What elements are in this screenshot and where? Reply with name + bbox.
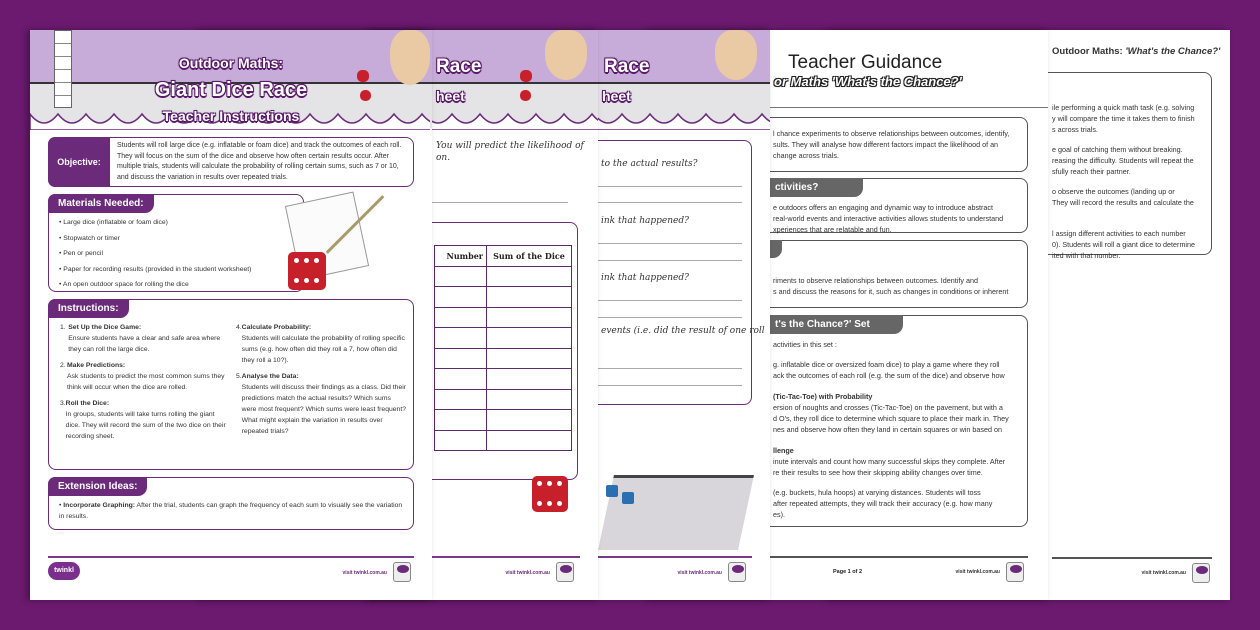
dice-icon	[606, 485, 618, 497]
answer-line[interactable]	[598, 300, 742, 301]
table-header: Sum of the Dice	[487, 246, 572, 267]
award-badge-icon	[393, 562, 411, 582]
instructions-tab: Instructions:	[48, 299, 129, 318]
page3-subtitle: heet	[602, 88, 631, 104]
page4-box3-text: riments to observe relationships between outcomes. Identify and s and discuss the reasons for it, such as changes in conditions or inherent	[773, 276, 1009, 296]
materials-tab: Materials Needed:	[48, 194, 154, 213]
table-cell[interactable]	[435, 287, 487, 308]
page1-subtitle: Teacher Instructions	[162, 108, 300, 124]
page4-box1-text: l chance experiments to observe relationships between outcomes, identify, sults. They will analyse how different factors impact the likelihood of an change across trials.	[773, 129, 1010, 160]
extension-tab: Extension Ideas:	[48, 477, 147, 496]
table-cell[interactable]	[487, 369, 572, 390]
table-cell[interactable]	[487, 266, 572, 287]
table-cell[interactable]	[435, 348, 487, 369]
table-cell[interactable]	[435, 410, 487, 431]
table-cell[interactable]	[487, 328, 572, 349]
table-cell[interactable]	[435, 430, 487, 451]
award-badge-icon	[556, 562, 574, 582]
dice-icon	[532, 476, 568, 512]
question: ink that happened?	[601, 273, 689, 283]
table-cell[interactable]	[435, 328, 487, 349]
visit-link[interactable]: visit twinkl.com.au	[955, 569, 1000, 575]
page4-subtitle: or Maths 'What's the Chance?'	[774, 74, 962, 89]
dice-icon	[520, 70, 532, 82]
award-badge-icon	[1006, 562, 1024, 582]
dice-icon	[622, 492, 634, 504]
table-cell[interactable]	[435, 307, 487, 328]
materials-list: • Large dice (inflatable or foam dice) • Stopwatch or timer • Pen or pencil • Paper for recording results (provided in the student worksheet) • An open outdoor space for rolling the dice	[59, 219, 252, 288]
page2-subtitle: heet	[436, 88, 465, 104]
dice-icon	[520, 90, 531, 101]
page2-intro: You will predict the likelihood of on.	[436, 141, 584, 163]
hand-illustration	[545, 30, 587, 80]
page4-box2-text: e outdoors offers an engaging and dynamic way to introduce abstract real-world events and interactive activities allows students to understand xperiences that are relatable and fun.	[773, 203, 1004, 234]
table-cell[interactable]	[435, 266, 487, 287]
extension-box	[48, 477, 414, 530]
instructions-col-2: 4. Calculate Probability: Students will calculate the probability of rolling specific sums (e.g. how often did they roll a 7, how often did they roll a 10?). 5. Analyse the Data: Students will discuss their findings as a class. Did their predictions match the actual results? Which sums were most frequent? Which sums were least frequent? What might explain the variation in results over repeated trials?	[236, 324, 407, 435]
answer-line[interactable]	[598, 202, 742, 203]
page1-kicker: Outdoor Maths:	[178, 55, 284, 71]
extension-text: • Incorporate Graphing: After the trial, students can graph the frequency of each sum to visually see the variation in results.	[59, 502, 403, 520]
dice-icon	[288, 252, 326, 290]
objective-text: Students will roll large dice (e.g. inflatable or foam dice) and track the outcomes of each roll. They will focus on the sum of the dice and observe how often certain results occur. After multiple trials, students will calculate the probability of rolling certain sums, such as 7 or 10, and discuss the variation in results over repeated trials.	[117, 142, 402, 181]
table-header: Number	[435, 246, 487, 267]
answer-line[interactable]	[598, 368, 742, 369]
table-cell[interactable]	[487, 410, 572, 431]
twinkl-logo[interactable]: twinkl	[48, 562, 80, 580]
table-cell[interactable]	[487, 389, 572, 410]
instructions-col-1: 1. Set Up the Dice Game: Ensure students have a clear and safe area where they can roll the large dice. 2. Make Predictions: Ask students to predict the most common sums they think will occur when the dice are rolled. 3. Roll the Dice: In groups, students will take turns rolling the giant dice. They will record the sum of the two dice on their recording sheet.	[60, 324, 226, 440]
answer-line[interactable]	[598, 317, 742, 318]
page5-title: Outdoor Maths: 'What's the Chance?'	[1052, 46, 1221, 57]
results-table	[434, 245, 572, 451]
page5-text: ile performing a quick math task (e.g. solving y will compare the time it takes them to finish s across trials. e goal of catching them without breaking. reasing the difficulty. Students will repeat the sfully reach their partner. o observe the outcomes (landing up or They will record the results and calculate the l assign different activities to each number 0). Students will roll a giant dice to determine ited with that number.	[1052, 103, 1196, 260]
visit-link[interactable]: visit twinkl.com.au	[505, 570, 550, 576]
footer-line	[48, 556, 414, 558]
table-cell[interactable]	[487, 287, 572, 308]
page4-box2-tab: ctivities?	[691, 178, 863, 197]
page4-box4-tab: t's the Chance?' Set	[691, 315, 903, 334]
visit-link[interactable]: visit twinkl.com.au	[342, 570, 387, 576]
award-badge-icon	[1192, 563, 1210, 583]
materials-box	[48, 194, 304, 292]
objective-box	[48, 137, 414, 187]
question: ink that happened?	[601, 216, 689, 226]
worksheet-page-1	[30, 30, 432, 600]
answer-line[interactable]	[598, 186, 742, 187]
page1-title: Giant Dice Race	[154, 79, 308, 101]
visit-link[interactable]: visit twinkl.com.au	[677, 570, 722, 576]
table-cell[interactable]	[487, 307, 572, 328]
table-cell[interactable]	[487, 430, 572, 451]
visit-link[interactable]: visit twinkl.com.au	[1141, 570, 1186, 576]
table-illustration	[598, 475, 754, 550]
answer-line[interactable]	[598, 385, 742, 386]
table-cell[interactable]	[435, 369, 487, 390]
objective-label: Objective:	[48, 137, 110, 187]
question: events (i.e. did the result of one roll	[601, 326, 765, 336]
footer-line	[1052, 557, 1212, 559]
hand-illustration	[715, 30, 757, 80]
page4-title: Teacher Guidance	[788, 52, 943, 73]
question: to the actual results?	[601, 159, 698, 169]
answer-line[interactable]	[598, 260, 742, 261]
table-cell[interactable]	[435, 389, 487, 410]
page3-title: Race	[604, 56, 650, 77]
award-badge-icon	[728, 562, 746, 582]
table-cell[interactable]	[487, 348, 572, 369]
page4-box4-text: activities in this set : g. inflatable dice or oversized foam dice) to play a game where they roll ack the outcomes of each roll (e.g. the sum of the dice) and observe how (Tic-Tac-Toe) with Probability ersion of noughts and crosses (Tic-Tac-Toe) on the pavement, but with a d O's, they roll dice to determine which square to place their mark in. They nes and observe how often they land in certain squares or win based on llenge inute intervals and count how many successful skips they complete. After re their results to see how their skipping ability changes over time. (e.g. buckets, hula hoops) at varying distances. Students will toss after repeated attempts, they will track their accuracy (e.g. how many es).	[773, 340, 1009, 519]
answer-line[interactable]	[598, 243, 742, 244]
page2-title: Race	[436, 56, 482, 77]
page-number: Page 1 of 2	[833, 569, 863, 575]
